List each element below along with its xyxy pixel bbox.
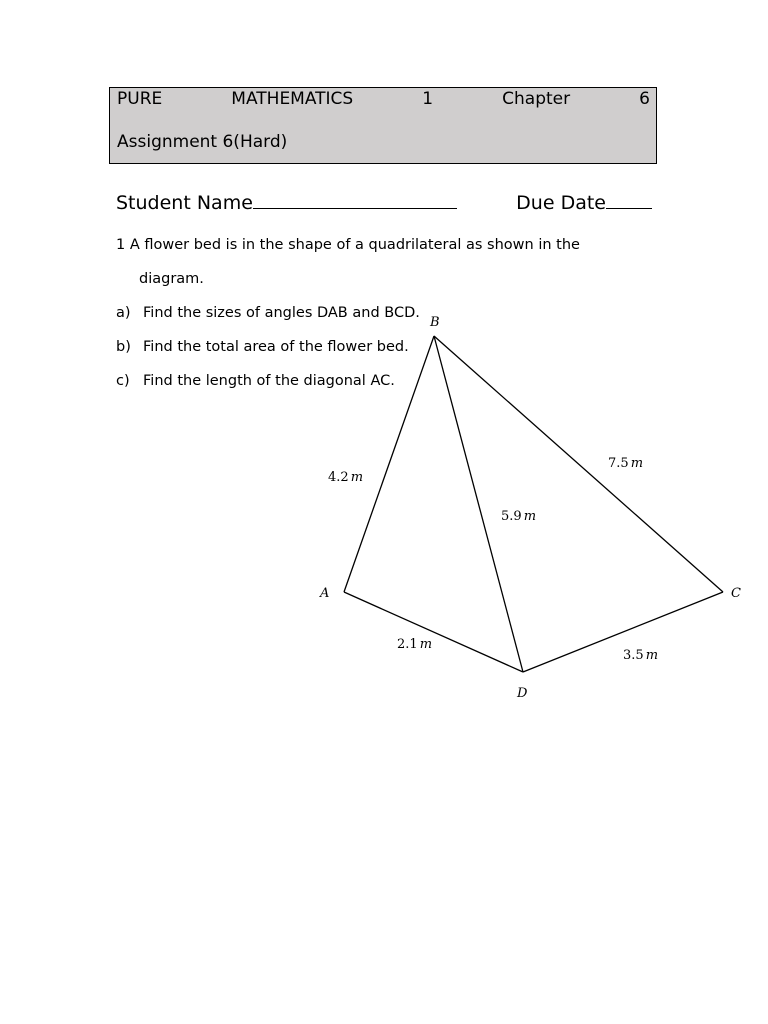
length-ab-unit: m [350,470,364,485]
length-label-ad [397,637,432,652]
length-dc-value: 3.5 [623,648,644,663]
length-bc-value: 7.5 [608,456,629,471]
length-ab-value: 4.2 [328,470,349,485]
assignment-header [109,87,657,164]
vertex-label-d: D [517,686,528,701]
part-c-text: Find the length of the diagonal AC. [143,373,395,389]
question-1-line1 [116,236,580,254]
edge-cd [523,592,723,672]
header-word-pure: PURE [117,89,163,109]
vertex-label-a: A [320,586,330,601]
vertex-label-b: B [430,315,440,330]
header-word-chapter: Chapter [502,89,571,109]
student-name-blank[interactable] [253,190,457,209]
length-dc-unit: m [645,648,659,663]
header-word-6: 6 [639,89,650,109]
header-title-line [117,88,650,110]
header-word-mathematics: MATHEMATICS [231,89,354,109]
edge-bc [434,336,723,592]
student-info-row [116,190,652,216]
student-name-label: Student Name [116,192,253,214]
length-label-bc [608,456,643,471]
length-label-dc [623,648,658,663]
assignment-title: Assignment 6(Hard) [117,132,288,152]
question-text-line1: A flower bed is in the shape of a quadrilateral as shown in the [129,237,580,253]
part-c-label: c) [116,373,130,389]
edge-da [344,592,523,672]
due-date-field[interactable] [516,190,652,216]
question-text-line2: diagram. [139,271,204,287]
student-name-field[interactable] [116,190,457,216]
question-number: 1 [116,237,126,253]
diagonal-bd [434,336,523,672]
length-bc-unit: m [630,456,644,471]
part-a-text: Find the sizes of angles DAB and BCD. [143,305,420,321]
due-date-label: Due Date [516,192,606,214]
length-ad-unit: m [419,637,433,652]
length-bd-value: 5.9 [501,509,522,524]
part-b-text: Find the total area of the flower bed. [143,339,409,355]
header-word-1: 1 [422,89,434,109]
due-date-blank[interactable] [606,190,652,209]
part-a-label: a) [116,305,131,321]
vertex-label-c: C [731,586,741,601]
length-bd-unit: m [523,509,537,524]
part-b-label: b) [116,339,131,355]
length-ad-value: 2.1 [397,637,418,652]
length-label-bd [501,509,536,524]
length-label-ab [328,470,363,485]
